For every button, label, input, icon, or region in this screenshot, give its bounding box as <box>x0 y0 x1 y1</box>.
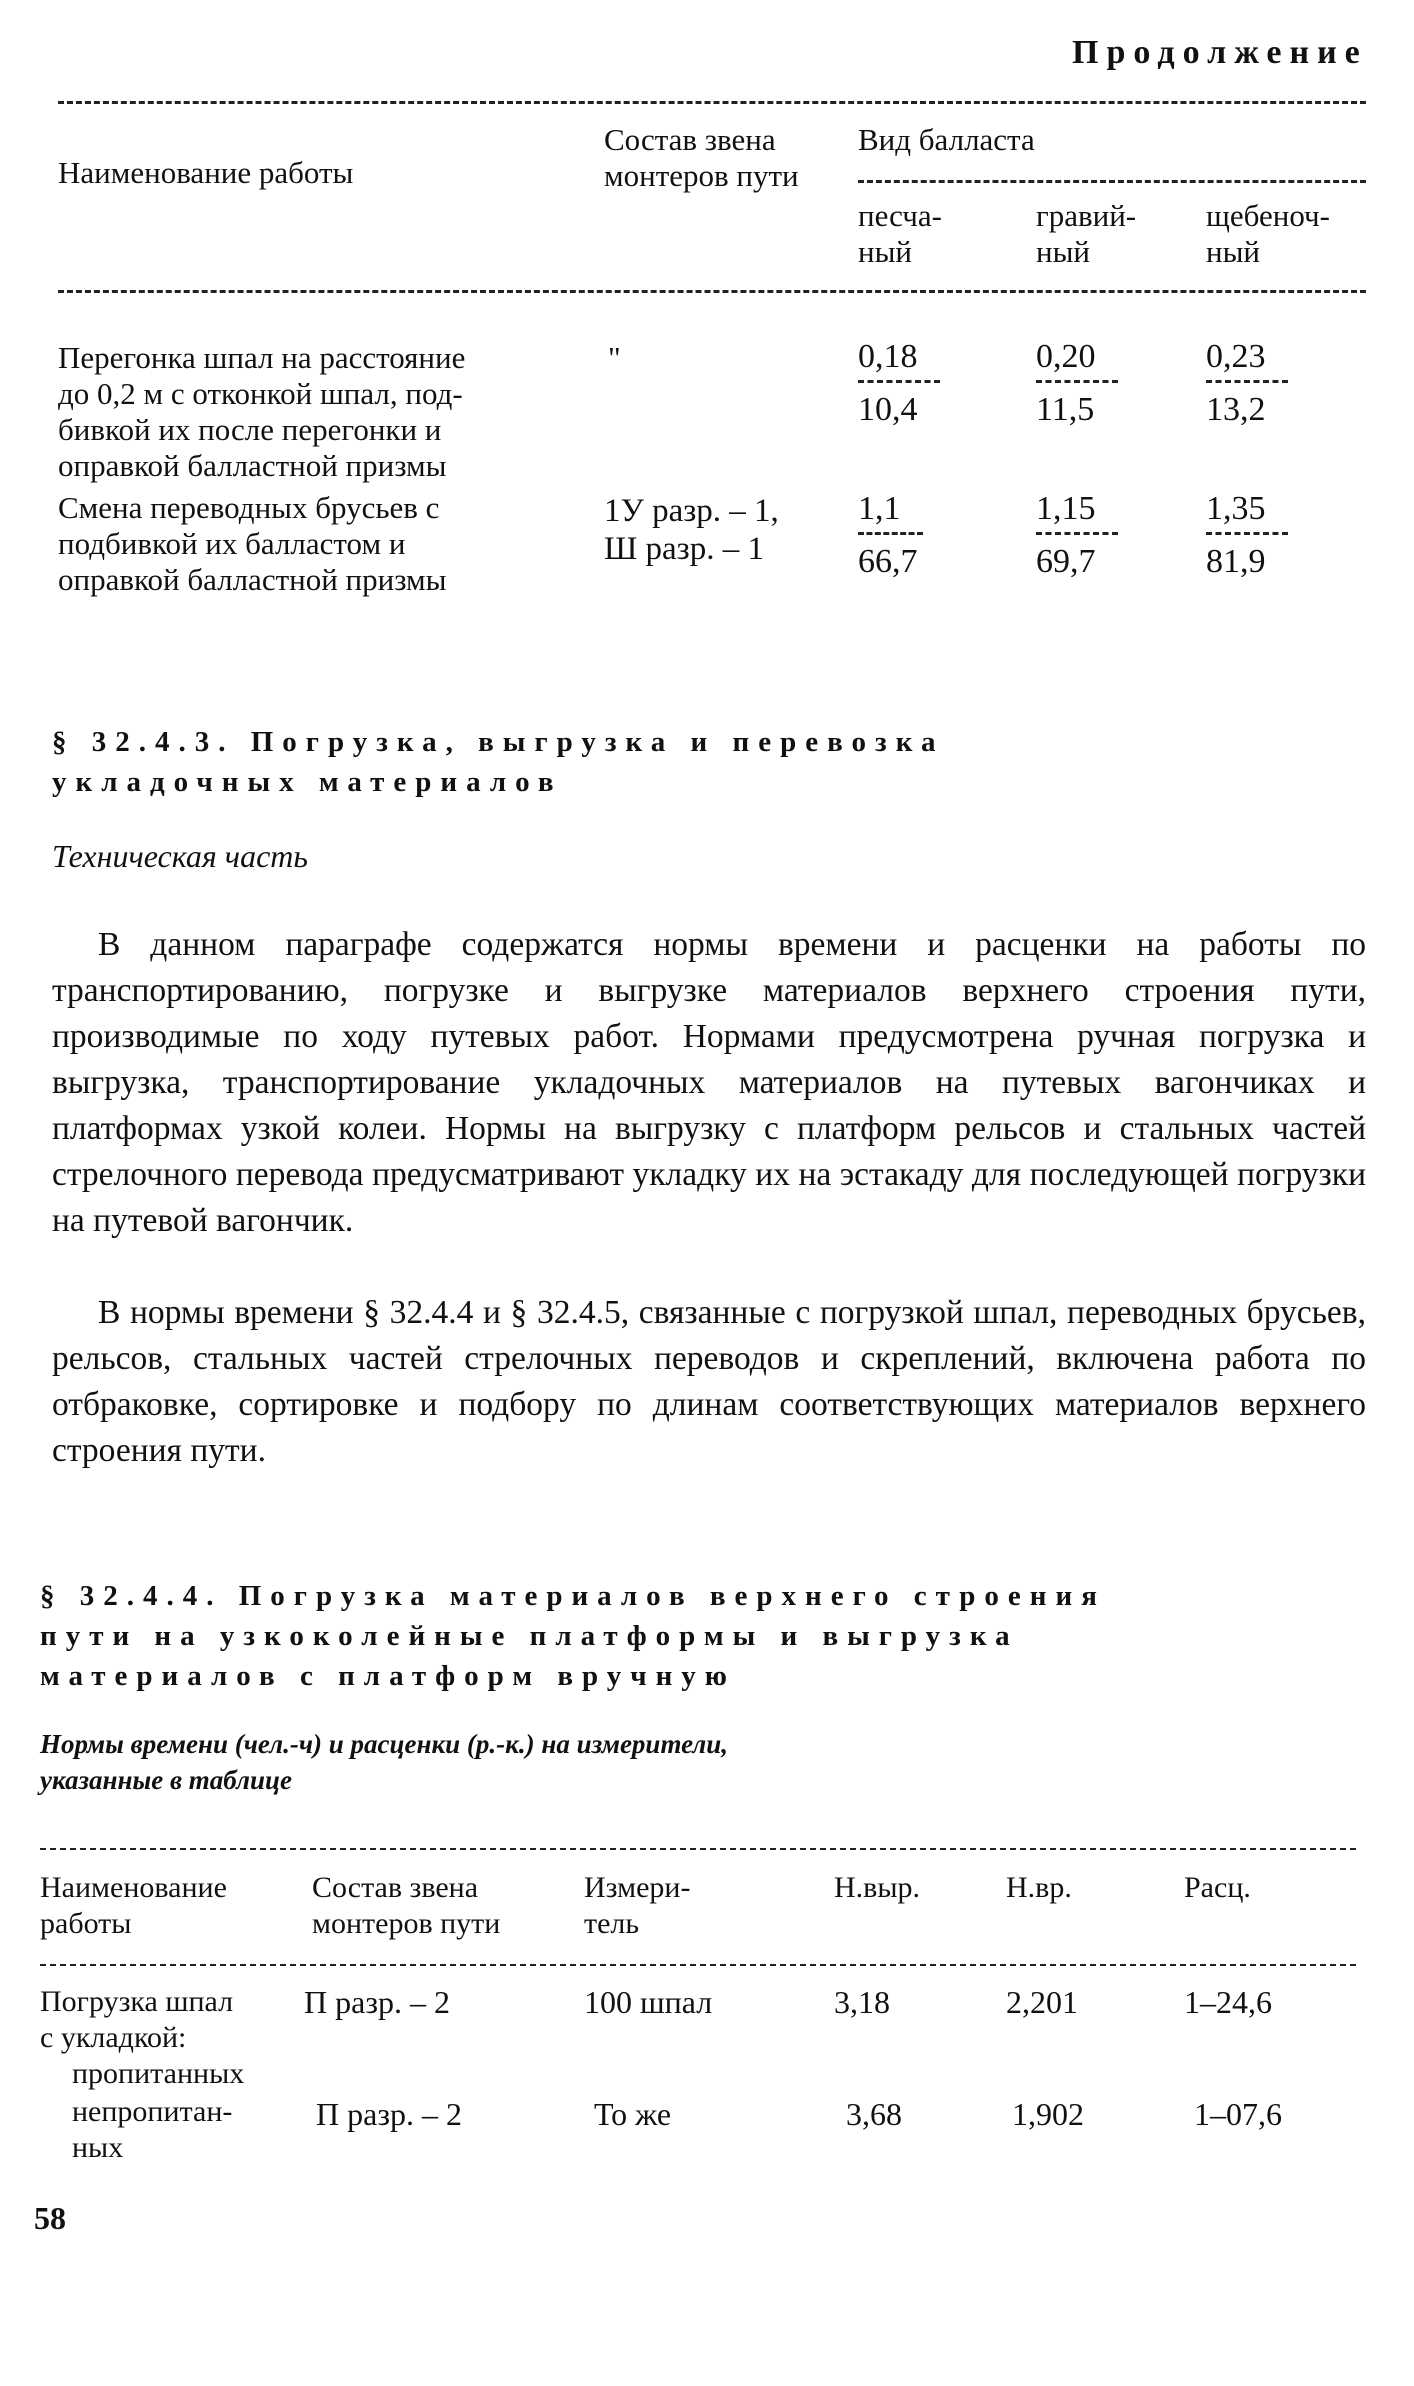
table1-ballast-rule <box>858 180 1366 183</box>
table2-row-1-work: пропитанных <box>72 2057 245 2090</box>
section-3243-paragraph-1: В данном параграфе содержатся нормы времени и расценки на работы по транспортированию, погрузке и выгрузке материалов верхнего строения пути, производимые по ходу путевых работ. Нормами предусмотрена ручная погрузка и выгрузка, транспортирование укладочных материалов на путевых вагончиках и платформах узкой колеи. Нормы на выгрузку с платформ рельсов и стальных частей стрелочного перевода предусматривают укладку их на эстакаду для последующей погрузки на путевой вагончик. <box>52 926 1366 1239</box>
table1-top-rule <box>58 101 1366 104</box>
table1-row-2-gravel: $\frac{1,15}{69,7}$ <box>1036 490 1118 581</box>
page-number: 58 <box>34 2200 66 2236</box>
table2-group-label: Погрузка шпал с укладкой: <box>40 1985 234 2054</box>
table1-header-gravel: гравий- ный <box>1036 198 1137 269</box>
table1-row-2-work: Смена переводных брусьев с подбивкой их балластом и оправкой балластной призмы <box>58 490 447 597</box>
table1-header-crew: Состав звена монтеров пути <box>604 122 799 193</box>
table2-row-1-price: 1–24,6 <box>1184 1984 1272 2020</box>
table1-row-1-crushed: $\frac{0,23}{13,2}$ <box>1206 338 1288 429</box>
table2-row-1-unit: 100 шпал <box>584 1984 713 2020</box>
table1-header-rule <box>58 290 1366 293</box>
table2-header-crew: Состав звена монтеров пути <box>312 1871 501 1940</box>
table2-row-2-output: 3,68 <box>846 2096 902 2132</box>
table1-row-1-crew: " <box>608 340 621 375</box>
table1-header-work-name: Наименование работы <box>58 155 354 190</box>
table1-row-1-work: Перегонка шпал на расстояние до 0,2 м с отконкой шпал, под- бивкой их после перегонки и оправкой балластной призмы <box>58 340 466 483</box>
continuation-label: Продолжение <box>1072 34 1368 71</box>
table2-row-2-price: 1–07,6 <box>1194 2096 1282 2132</box>
table1-row-1-sand: $\frac{0,18}{10,4}$ <box>858 338 940 429</box>
table2-row-1-output: 3,18 <box>834 1984 890 2020</box>
table2-row-2-work: непропитан- ных <box>72 2095 233 2164</box>
table2-row-1-crew: П разр. – 2 <box>304 1984 450 2020</box>
table1-header-ballast-type: Вид балласта <box>858 122 1035 157</box>
section-3243-paragraph-2: В нормы времени § 32.4.4 и § 32.4.5, связанные с погрузкой шпал, переводных брусьев, рельсов, стальных частей стрелочных переводов и скреплений, включена работа по отбраковке, сортировке и подбору по длинам соответствующих материалов верхнего строения пути. <box>52 1294 1366 1469</box>
table2-header-price: Расц. <box>1184 1871 1251 1904</box>
table2-header-work: Наименование работы <box>40 1871 227 1940</box>
table1-header-crushed-stone: щебеноч- ный <box>1206 198 1330 269</box>
section-3243-title: § 32.4.3. Погрузка, выгрузка и перевозка укладочных материалов <box>52 726 945 798</box>
section-3243-subtitle: Техническая часть <box>52 838 308 874</box>
table2-row-2-time: 1,902 <box>1012 2096 1084 2132</box>
table2-row-2-unit: То же <box>594 2096 672 2132</box>
table1-header-sand: песча- ный <box>858 198 942 269</box>
table1-row-2-crew: 1У разр. – 1, Ш разр. – 1 <box>604 493 779 567</box>
section-3244-title: § 32.4.4. Погрузка материалов верхнего строения пути на узкоколейные платформы и выгрузка материалов с платформ вручную <box>40 1580 1106 1692</box>
table2-header-rule <box>40 1964 1356 1966</box>
table1-row-2-sand: $\frac{1,1}{66,7}$ <box>858 490 923 581</box>
table1-row-2-crushed: $\frac{1,35}{81,9}$ <box>1206 490 1288 581</box>
table2-row-2-crew: П разр. – 2 <box>316 2096 462 2132</box>
table2-top-rule <box>40 1848 1356 1850</box>
table2-header-unit: Измери- тель <box>584 1871 691 1940</box>
table2-header-output: Н.выр. <box>834 1871 920 1904</box>
table2-header-time: Н.вр. <box>1006 1871 1072 1904</box>
section-3244-caption: Нормы времени (чел.-ч) и расценки (р.-к.) на измерители, указанные в таблице <box>40 1729 729 1795</box>
table2-row-1-time: 2,201 <box>1006 1984 1078 2020</box>
table1-row-1-gravel: $\frac{0,20}{11,5}$ <box>1036 338 1118 429</box>
